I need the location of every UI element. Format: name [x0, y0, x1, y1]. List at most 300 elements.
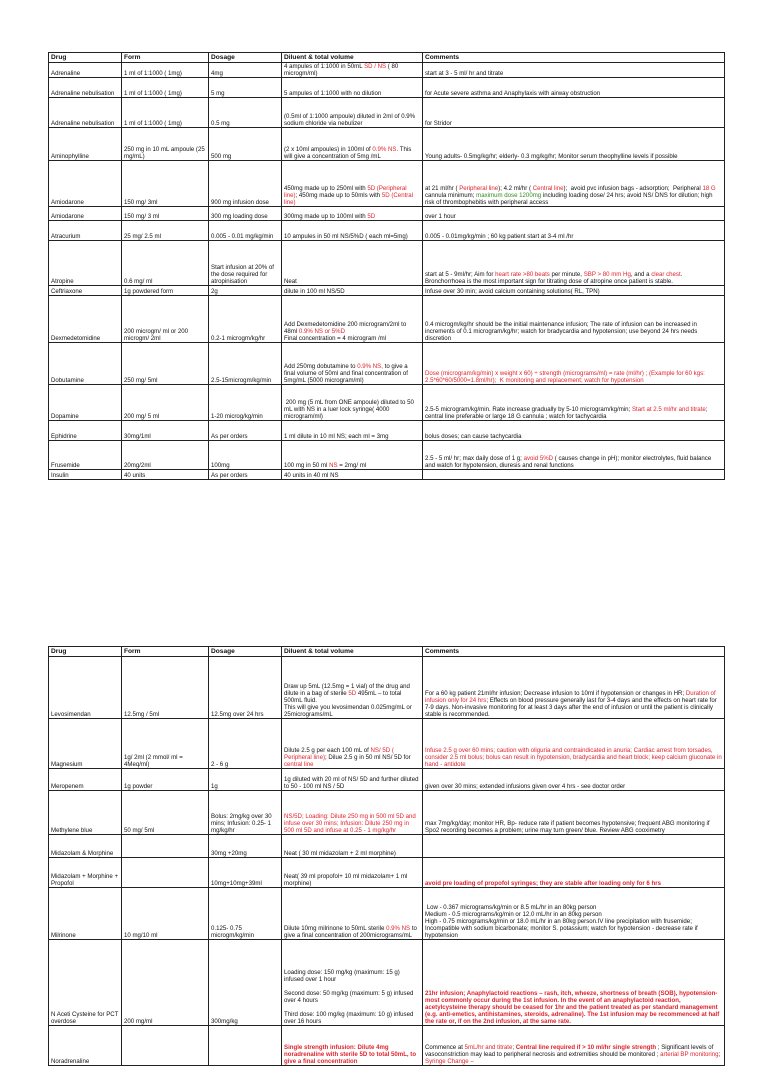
- cell-form: [122, 421, 209, 441]
- cell-diluent: [282, 940, 423, 1026]
- cell-drug: [49, 98, 122, 128]
- cell-text: Frusemide: [51, 462, 80, 469]
- cell-comments: [423, 769, 725, 791]
- cell-diluent: [282, 296, 423, 343]
- cell-text: to give a final volume of 50ml and final concentration of 5mg/mL (5000 microgram/ml): [284, 363, 410, 384]
- cell-text: including loading dose/ 24 hrs; avoid NS/ DNS for dilution; high risk of thrombophebitis with peripheral access: [425, 192, 715, 206]
- cell-drug: [49, 1026, 122, 1066]
- cell-text: = 2mg/ ml: [337, 462, 367, 469]
- cell-drug: [49, 128, 122, 161]
- cell-drug: [49, 296, 122, 343]
- cell-text: 5D (Peripheral line): [284, 185, 409, 199]
- cell-text: heart rate >80 beats: [495, 271, 550, 278]
- table-row: [49, 888, 725, 940]
- cell-text: NS: [329, 462, 338, 469]
- cell-text: Adrenaline nebulisation: [51, 120, 115, 127]
- cell-dosage: [209, 241, 282, 286]
- cell-text: 0.125- 0.75 microgm/kg/min: [211, 925, 255, 939]
- cell-comments: [423, 858, 725, 888]
- cell-text: Loading dose: 150 mg/kg (maximum: 15 g) infused over 1 hour Second dose: 50 mg/kg (maximum: 5 g) infused over 4 hours Third dose: 100 mg/kg (maximum: 10 g) infused over 16 hours: [284, 969, 414, 1025]
- cell-form: [122, 207, 209, 221]
- cell-diluent: [282, 657, 423, 719]
- cell-text: 150 mg/ 3ml: [124, 199, 158, 206]
- cell-text: Methylene blue: [51, 827, 93, 834]
- cell-text: 1g powder: [124, 783, 153, 790]
- cell-text: 1 ml of 1:1000 ( 1mg): [124, 70, 182, 77]
- cell-text: Dilute 2.5 g per each 100 mL of: [284, 747, 371, 754]
- drug-table-1: [48, 52, 725, 480]
- cell-text: 2g: [211, 288, 218, 295]
- table-row: [49, 63, 725, 78]
- cell-text: Insulin: [51, 472, 69, 479]
- column-header-drug: Drug: [49, 647, 122, 657]
- cell-form: [122, 286, 209, 296]
- cell-comments: [423, 888, 725, 940]
- cell-text: 0.6 mg/ ml: [124, 278, 153, 285]
- cell-comments: [423, 78, 725, 98]
- cell-text: Adrenaline nebulisation: [51, 90, 115, 97]
- cell-text: 1 ml of 1:1000 ( 1mg): [124, 90, 182, 97]
- cell-text: N Aceti Cysteine for PCT overdose: [51, 1011, 120, 1025]
- cell-form: [122, 221, 209, 241]
- cell-text: Ephidrine: [51, 433, 77, 440]
- cell-text: ); 4.2 ml/hr (: [498, 185, 533, 192]
- cell-text: (0.5ml of 1:1000 ampoule) diluted in 2ml of 0.9% sodium chloride via nebulizer: [284, 113, 417, 127]
- cell-form: [122, 769, 209, 791]
- cell-text: Add Dexmedetomidine 200 microgram/2ml to 48ml: [284, 321, 408, 335]
- cell-comments: [423, 385, 725, 421]
- cell-text: 200 microgm/ ml or 200 microgm/ 2ml: [124, 328, 190, 342]
- cell-text: for Stridor: [425, 120, 452, 127]
- cell-form: [122, 858, 209, 888]
- table-row: [49, 441, 725, 470]
- cell-text: 200 mg/ml: [124, 1018, 153, 1025]
- cell-comments: [423, 296, 725, 343]
- cell-form: [122, 241, 209, 286]
- cell-diluent: [282, 791, 423, 835]
- cell-form: [122, 161, 209, 207]
- cell-diluent: [282, 78, 423, 98]
- cell-dosage: [209, 657, 282, 719]
- cell-diluent: [282, 286, 423, 296]
- cell-dosage: [209, 128, 282, 161]
- cell-text: 10 ampules in 50 ml NS/5%D ( each ml=5mg): [284, 233, 408, 240]
- cell-dosage: [209, 940, 282, 1026]
- cell-comments: [423, 470, 725, 480]
- cell-form: [122, 835, 209, 858]
- column-header-form: Form: [122, 647, 209, 657]
- cell-text: 30mg/1ml: [124, 433, 151, 440]
- cell-text: NS/5D; Loading: Dilute 250 mg in 500 ml 5D and infuse over 30 mins; Infusion: Dilute 250 mg in 500 ml 5D and infuse at 0.25 - 1 mg/kg/hr: [284, 813, 418, 834]
- cell-text: 30mg +20mg: [211, 850, 247, 857]
- cell-text: 200 mg/ 5 ml: [124, 413, 160, 420]
- cell-dosage: [209, 161, 282, 207]
- cell-text: Neat( 39 ml propofol+ 10 ml midazolam+ 1 ml morphine): [284, 873, 409, 887]
- cell-text: 500 mg: [211, 153, 232, 160]
- cell-diluent: [282, 385, 423, 421]
- table-row: [49, 286, 725, 296]
- cell-drug: [49, 241, 122, 286]
- cell-text: 0.5 mg: [211, 120, 230, 127]
- cell-diluent: [282, 221, 423, 241]
- cell-text: to give a final concentration of 200micrograms/mL: [284, 925, 419, 939]
- cell-text: 0.9% NS or 5%D: [298, 328, 345, 335]
- cell-text: ; Significant levels of vasoconstriction may lead to peripheral necrosis and extremities should be monitored ;: [425, 1044, 716, 1058]
- cell-comments: [423, 719, 725, 769]
- cell-text: 5D: [348, 690, 357, 697]
- cell-dosage: [209, 470, 282, 480]
- cell-dosage: [209, 1026, 282, 1066]
- cell-form: [122, 128, 209, 161]
- cell-diluent: [282, 470, 423, 480]
- cell-form: [122, 63, 209, 78]
- cell-text: 0.2-1 microgm/kg/hr: [211, 335, 266, 342]
- cell-text: 1 ml of 1:1000 ( 1mg): [124, 120, 182, 127]
- cell-text: Final concentration = 4 microgram /ml: [284, 335, 387, 342]
- cell-text: Amiodarone: [51, 199, 84, 206]
- cell-text: 12.5mg / 5ml: [124, 711, 160, 718]
- cell-text: 40 units: [124, 472, 146, 479]
- cell-comments: [423, 657, 725, 719]
- table-row: [49, 221, 725, 241]
- cell-drug: [49, 78, 122, 98]
- cell-form: [122, 470, 209, 480]
- cell-text: 300 mg loading dose: [211, 213, 268, 220]
- cell-text: For a 60 kg patient 21ml/hr infusion; Decrease infusion to 10ml if hypotension or changes in HR;: [425, 690, 686, 697]
- cell-text: 4mg: [211, 70, 223, 77]
- cell-form: [122, 719, 209, 769]
- table-row: [49, 207, 725, 221]
- cell-comments: [423, 791, 725, 835]
- cell-text: Dopamine: [51, 413, 79, 420]
- cell-drug: [49, 858, 122, 888]
- cell-text: ;: [512, 1044, 516, 1051]
- cell-text: Infuse 2.5 g over 60 mins; caution with oliguria and contraindicated in anuria; Cardiac arrest from torsades, consider 2.5 ml bolus; bolus can result in hypotension, bradycardia and heart block; keep calcium gluconate in hand - antidote: [425, 747, 724, 768]
- cell-text: ;: [718, 1051, 722, 1058]
- cell-text: Duration of infusion only for 24 hrs: [425, 690, 718, 704]
- cell-text: Noradrenaline: [51, 1058, 90, 1065]
- cell-text: Infuse over 30 min; avoid calcium containing solutions( RL, TPN): [425, 288, 600, 295]
- cell-text: 25 mg/ 2.5 ml: [124, 233, 161, 240]
- cell-comments: [423, 221, 725, 241]
- table-row: [49, 769, 725, 791]
- cell-text: Neat: [284, 278, 297, 285]
- cell-text: Dexmedetomidine: [51, 335, 101, 342]
- cell-text: Single strength infusion: Dilute 4mg noradrenaline with sterile 5D to total 50mL, to give a final concentration: [284, 1044, 418, 1065]
- cell-text: Central line required if > 10 ml/hr single strength: [515, 1044, 657, 1051]
- cell-dosage: [209, 63, 282, 78]
- cell-drug: [49, 657, 122, 719]
- cell-text: ; 450mg made up to 50mls with: [295, 192, 382, 199]
- cell-text: Start infusion at 20% of the dose required for atropinisation: [211, 264, 276, 285]
- cell-text: ; Effects on blood pressure generally last for 3-4 days and the effects on heart rate for 7-9 days. Non-invasive monitoring for at least 3 days after the end of infusion or until the patient is clinically stable is recommended.: [425, 697, 719, 718]
- cell-comments: [423, 63, 725, 78]
- cell-text: This will give a concentration of 5mg /mL: [284, 146, 413, 160]
- cell-drug: [49, 161, 122, 207]
- cell-text: 1 ml dilute in 10 ml NS; each ml = 3mg: [284, 433, 389, 440]
- cell-text: 250 mg/ 5ml: [124, 377, 158, 384]
- cell-text: 5mL/hr and titrate: [464, 1044, 513, 1051]
- cell-text: Young adults- 0.5mg/kg/hr; elderly- 0.3 mg/kg/hr; Monitor serum theophylline levels if possible: [425, 153, 678, 160]
- cell-text: Aminophylline: [51, 153, 89, 160]
- cell-drug: [49, 286, 122, 296]
- cell-diluent: [282, 858, 423, 888]
- column-header-drug: Drug: [49, 53, 122, 63]
- cell-diluent: [282, 441, 423, 470]
- cell-text: 0.9% NS,: [357, 363, 383, 370]
- cell-comments: [423, 241, 725, 286]
- cell-text: cannula minimum;: [425, 185, 718, 199]
- cell-form: [122, 98, 209, 128]
- table-row: [49, 719, 725, 769]
- table-row: [49, 940, 725, 1026]
- table-header-row: [49, 53, 725, 63]
- cell-comments: [423, 98, 725, 128]
- cell-text: 1-20 microg/kg/min: [211, 413, 263, 420]
- cell-diluent: [282, 161, 423, 207]
- cell-text: over 1 hour: [425, 213, 456, 220]
- cell-text: 2.5-15microgm/kg/min: [211, 377, 272, 384]
- cell-diluent: [282, 769, 423, 791]
- cell-text: 5D (Central line): [284, 192, 415, 206]
- cell-text: ( 80 microgm/ml): [284, 63, 400, 77]
- cell-text: 0.005 - 0.01 mg/kg/min: [211, 233, 274, 240]
- cell-dosage: [209, 296, 282, 343]
- cell-text: 0.9% NS: [386, 925, 411, 932]
- table-row: [49, 296, 725, 343]
- cell-text: , and a: [630, 271, 652, 278]
- cell-text: 250 mg in 10 mL ampoule (25 mg/mL): [124, 146, 207, 160]
- cell-text: 450mg made up to 250ml with: [284, 185, 368, 192]
- cell-diluent: [282, 719, 423, 769]
- cell-dosage: [209, 888, 282, 940]
- table-row: [49, 343, 725, 385]
- cell-form: [122, 888, 209, 940]
- cell-text: Milrinone: [51, 932, 76, 939]
- table-row: [49, 98, 725, 128]
- cell-comments: [423, 940, 725, 1026]
- cell-text: 1g diluted with 20 ml of NS/ 5D and further diluted to 50 - 100 ml NS / 5D: [284, 776, 421, 790]
- cell-dosage: [209, 719, 282, 769]
- cell-diluent: [282, 207, 423, 221]
- cell-text: ( causes change in pH); monitor electrolytes, fluid balance and watch for hypotension, diuresis and renal functions: [425, 455, 713, 469]
- table-row: [49, 835, 725, 858]
- cell-text: avoid 5%D: [523, 455, 554, 462]
- cell-form: [122, 296, 209, 343]
- cell-text: start at 5 - 9ml/hr; Aim for: [425, 271, 496, 278]
- cell-text: 18 G: [702, 185, 716, 192]
- cell-text: arterial BP monitoring: [660, 1051, 719, 1058]
- table-row: [49, 1026, 725, 1066]
- cell-drug: [49, 470, 122, 480]
- table-row: [49, 657, 725, 719]
- cell-comments: [423, 161, 725, 207]
- cell-drug: [49, 719, 122, 769]
- cell-dosage: [209, 858, 282, 888]
- cell-diluent: [282, 888, 423, 940]
- cell-text: ; central line preferable or large 18 G cannula ; watch for tachycardia: [425, 406, 710, 420]
- cell-comments: [423, 207, 725, 221]
- cell-text: start at 3 - 5 ml/ hr and titrate: [425, 70, 504, 77]
- cell-text: central line: [284, 761, 314, 768]
- cell-text: 1g: [211, 783, 218, 790]
- cell-drug: [49, 421, 122, 441]
- cell-diluent: [282, 63, 423, 78]
- cell-diluent: [282, 343, 423, 385]
- cell-text: Amiodarone: [51, 213, 84, 220]
- column-header-dosage: Dosage: [209, 53, 282, 63]
- cell-comments: [423, 421, 725, 441]
- cell-text: Meropenem: [51, 783, 84, 790]
- cell-text: 1g/ 2ml (2 mmol/ ml = 4Meq/ml): [124, 754, 185, 768]
- cell-text: NS/ 5D ( Peripheral line): [284, 747, 396, 761]
- cell-text: As per orders: [211, 472, 248, 479]
- cell-text: Central line: [532, 185, 564, 192]
- cell-text: Magnesium: [51, 761, 83, 768]
- cell-form: [122, 940, 209, 1026]
- drug-table-2: [48, 646, 725, 1066]
- cell-text: 100 mg in 50 ml: [284, 462, 330, 469]
- cell-dosage: [209, 441, 282, 470]
- cell-form: [122, 78, 209, 98]
- cell-diluent: [282, 421, 423, 441]
- cell-text: Draw up 5mL (12.5mg = 1 vial) of the drug and dilute in a bag of sterile: [284, 683, 412, 697]
- cell-drug: [49, 343, 122, 385]
- column-header-form: Form: [122, 53, 209, 63]
- cell-text: 495mL – to total 500mL fluid. This will give you levosimendan 0.025mg/mL or 25micrograms/mL: [284, 690, 412, 718]
- cell-text: 21hr infusion; Anaphylactoid reactions – rash, itch, wheeze, shortness of breath (SOB), hypotension- most commonly occur during the 1st infusion. In the event of an anaphylactoid reaction, acetylcysteine therapy should be ceased for 1hr and the patient treated as per standard management (e.g. anti-emetics, antihistamines, steroids, adrenaline). The 1st infusion may be recommenced at half the rate or, if on the 2nd infusion, at the same rate.: [425, 990, 721, 1025]
- column-header-diluent: Diluent & total volume: [282, 53, 423, 63]
- table-row: [49, 791, 725, 835]
- cell-drug: [49, 835, 122, 858]
- cell-drug: [49, 441, 122, 470]
- table-row: [49, 421, 725, 441]
- cell-text: Dilute 10mg milrinone to 50mL sterile: [284, 925, 387, 932]
- cell-text: 100mg: [211, 462, 230, 469]
- cell-text: Dose (microgram/kg/min) x weight x 60) ÷ strength (micrograms/ml) = rate (ml/hr) ; (Example for 60 kgs: 2.5*60*60/5000=1.8ml/hr); K monitoring and replacement; watch for hypotension: [425, 370, 707, 384]
- cell-text: maximum dose 1200mg: [476, 192, 542, 199]
- column-header-comments: Comments: [423, 647, 725, 657]
- cell-text: Syringe Change –: [425, 1058, 474, 1065]
- cell-comments: [423, 343, 725, 385]
- cell-text: Low - 0.367 micrograms/kg/min or 8.5 mL/hr in an 80kg person Medium - 0.5 micrograms/kg/min or 12.0 mL/hr in an 80kg person High - 0.75 micrograms/kg/min or 18.0 mL/hr in an 80kg person.IV line precipitation with frusemide; Incompatible with sodium bicarbonate; monitor S. potassium; watch for hypotension - decrease rate if hypotension: [425, 904, 698, 939]
- cell-dosage: [209, 221, 282, 241]
- cell-text: 2.5 - 5 ml/ hr; max daily dose of 1 g;: [425, 455, 524, 462]
- cell-text: ; Dilue 2.5 g in 50 ml NS/ 5D for: [324, 754, 413, 761]
- cell-drug: [49, 769, 122, 791]
- cell-diluent: [282, 98, 423, 128]
- cell-dosage: [209, 385, 282, 421]
- cell-drug: [49, 385, 122, 421]
- cell-comments: [423, 835, 725, 858]
- cell-text: avoid pre loading of propofol syringes; they are stable after loading only for 6 hrs: [425, 880, 662, 887]
- cell-text: Adrenaline: [51, 70, 81, 77]
- cell-text: SBP > 80 mm Hg: [583, 271, 631, 278]
- cell-text: Midazolam + Morphine + Propofol: [51, 873, 120, 887]
- cell-text: 5D: [367, 213, 376, 220]
- cell-text: Bolus: 2mg/kg over 30 mins; Infusion: 0.25- 1 mg/kg/hr: [211, 813, 274, 834]
- cell-text: 5 mg: [211, 90, 225, 97]
- cell-drug: [49, 940, 122, 1026]
- cell-text: dilute in 100 ml NS/5D: [284, 288, 345, 295]
- cell-text: As per orders: [211, 433, 248, 440]
- cell-comments: [423, 286, 725, 296]
- cell-text: 900 mg infusion dose: [211, 199, 269, 206]
- cell-diluent: [282, 241, 423, 286]
- cell-text: Ceftriaxone: [51, 288, 83, 295]
- cell-text: 12.5mg over 24 hrs: [211, 711, 264, 718]
- column-header-comments: Comments: [423, 53, 725, 63]
- cell-dosage: [209, 207, 282, 221]
- table-row: [49, 385, 725, 421]
- cell-comments: [423, 441, 725, 470]
- cell-dosage: [209, 791, 282, 835]
- cell-text: given over 30 mins; extended infusions given over 4 hrs - see doctor order: [425, 783, 626, 790]
- cell-dosage: [209, 343, 282, 385]
- cell-dosage: [209, 78, 282, 98]
- cell-drug: [49, 221, 122, 241]
- cell-comments: [423, 128, 725, 161]
- cell-text: 20mg/2ml: [124, 462, 151, 469]
- cell-text: Midazolam & Morphine: [51, 850, 114, 857]
- cell-text: 200 mg (5 mL from ONE ampoule) diluted to 50 mL with NS in a luer lock syringe( 4000 microgram/ml): [284, 399, 416, 420]
- cell-drug: [49, 791, 122, 835]
- cell-text: max 7mg/kg/day; monitor HR, Bp- reduce rate if patient becomes hypotensive; frequent ABG monitoring if Spo2 recording becomes a problem; urine may turn green/ blue. Review ABG cooximetry: [425, 820, 712, 834]
- cell-text: 0.9% NS.: [372, 146, 399, 153]
- cell-form: [122, 385, 209, 421]
- cell-text: . Bronchorrhoea is the most important sign for titrating dose of atropine once patient is stable.: [425, 271, 686, 285]
- cell-dosage: [209, 835, 282, 858]
- cell-text: 0.005 - 0.01mg/kg/min ; 60 kg patient start at 3-4 ml /hr: [425, 233, 574, 240]
- cell-text: 5 ampules of 1:1000 with no dilution: [284, 90, 382, 97]
- cell-text: 2.5-5 microgram/kg/min. Rate increase gradually by 5-10 microgram/kg/min;: [425, 406, 632, 413]
- cell-dosage: [209, 286, 282, 296]
- cell-form: [122, 791, 209, 835]
- cell-form: [122, 441, 209, 470]
- table-row: [49, 241, 725, 286]
- cell-text: Atropine: [51, 278, 74, 285]
- cell-comments: [423, 1026, 725, 1066]
- cell-diluent: [282, 128, 423, 161]
- column-header-diluent: Diluent & total volume: [282, 647, 423, 657]
- cell-text: Levosimendan: [51, 711, 91, 718]
- cell-diluent: [282, 835, 423, 858]
- cell-dosage: [209, 98, 282, 128]
- cell-text: per minute,: [549, 271, 584, 278]
- cell-drug: [49, 888, 122, 940]
- cell-text: Atracurium: [51, 233, 81, 240]
- cell-text: bolus doses; can cause tachycardia: [425, 433, 522, 440]
- cell-text: 2 - 6 g: [211, 761, 229, 768]
- cell-text: 150 mg/ 3 ml: [124, 213, 160, 220]
- cell-text: SD / NS: [364, 63, 387, 70]
- table-row: [49, 78, 725, 98]
- cell-text: for Acute severe asthma and Anaphylaxis with airway obstruction: [425, 90, 601, 97]
- cell-text: Start at 2.5 ml/hr and titrate: [631, 406, 706, 413]
- cell-text: Add 250mg dobutamine to: [284, 363, 358, 370]
- cell-text: Commence at: [425, 1044, 465, 1051]
- cell-text: ); avoid pvc infusion bags - adsorption; Peripheral: [563, 185, 703, 192]
- table-header-row: [49, 647, 725, 657]
- table-row: [49, 470, 725, 480]
- cell-form: [122, 1026, 209, 1066]
- cell-text: 40 units in 40 ml NS: [284, 472, 339, 479]
- cell-text: 50 mg/ 5ml: [124, 827, 155, 834]
- cell-dosage: [209, 769, 282, 791]
- cell-text: at 21 ml/hr (: [425, 185, 460, 192]
- table-row: [49, 858, 725, 888]
- cell-form: [122, 343, 209, 385]
